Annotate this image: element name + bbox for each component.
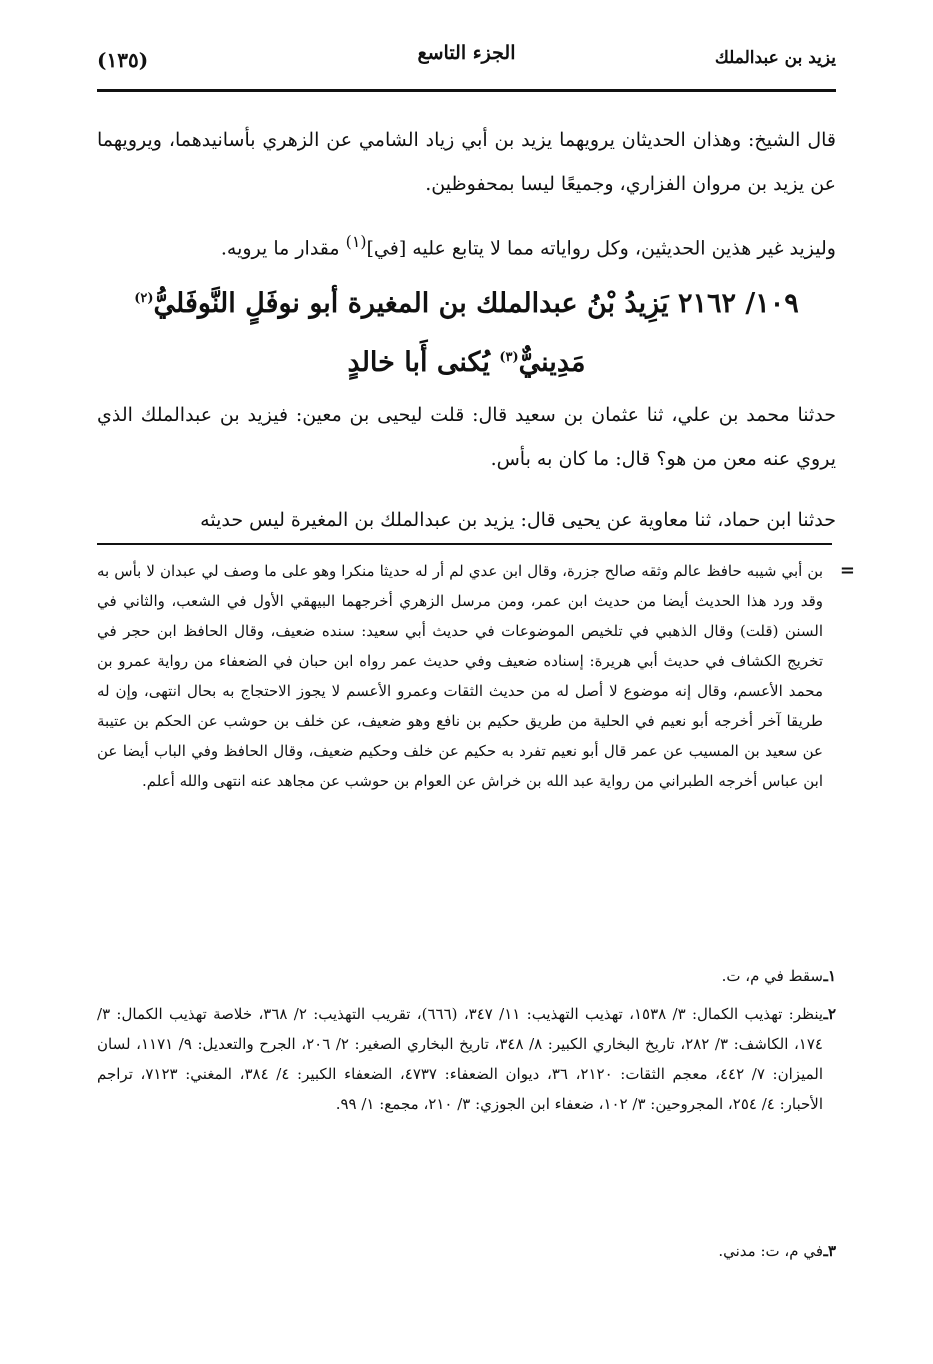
running-title: يزيد بن عبدالملك [714,48,836,68]
paragraph-sheikh-comment: قال الشيخ: وهذان الحديثان يرويهما يزيد بن أبي زياد الشامي عن الزهري بأسانيدهما، ويرويهما عن يزيد بن مروان الفزاري، وجميعًا ليسا بمحفوظين. [97,129,836,195]
footnote-1-text: سقط في م، ت. [721,967,823,985]
entry-title-text-2a: مَدِينيٌّ [518,347,586,378]
continuation-mark: = [839,560,855,581]
entry-title-line-1 [97,272,836,331]
entry-title-text-2b: يُكنى أَبا خالدٍ [347,347,500,378]
entry-title-text-1: ١٠٩/ ٢١٦٢ يَزِيدُ بْنُ عبدالملك بن المغيرة أبو نوفَلٍ النَّوفَليُّ [153,288,799,319]
footnote-continuation: بن أبي شيبه حافظ عالم وثقه صالح جزرة، وقال ابن عدي لم أر له حديثا منكرا وهو على ما وصف لي عبدان لا بأس به وقد ورد هذا الحديث أيضا من حديث ابن عمر، ومن مرسل الزهري أخرجهما البيهقي الأول في الشعب، والثاني في السنن (قلت) وقال الذهبي في تلخيص الموضوعات في حديث أبي سعيد: سنده ضعيف، وقال الحافظ ابن حجر في تخريج الكشاف في حديث أبي هريرة: إسناده ضعيف وفي حديث عمر رواه ابن حبان في الضعفاء من رواية عمرو بن محمد الأعسم، وقال إنه موضوع لا أصل له من حديث الثقات وعمرو الأعسم لا يجوز الاحتجاج به بحال انتهى، وإن له طريقا آخر أخرجه أبو نعيم في الحلية من طريق حكيم بن نافع وهو ضعيف، عن خلف بن حوشب عن الحكم بن عتيبة عن سعيد بن المسيب عن عمر قال أبو نعيم تفرد به حكيم عن خلف وحكيم ضعيف، وقال الحافظ وفي الباب أيضا عن ابن عباس أخرجه الطبراني من رواية عبد الله بن خراش عن العوام بن حوشب عن مجاهد عنه انتهى والله أعلم. [97,562,823,790]
footnote-ref-1: (١) [345,232,367,251]
paragraph-ibn-hammad: حدثنا ابن حماد، ثنا معاوية عن يحيى قال: يزيد بن عبدالملك بن المغيرة ليس حديثه [200,509,836,531]
entry-title-line-2 [97,331,836,390]
footnote-3-number: ٣ـ [823,1242,836,1260]
part-title: الجزء التاسع [417,42,516,64]
page-number: (١٣٥) [97,48,149,72]
footnote-3-text: في م، ت: مدني. [718,1242,823,1260]
entry-title [97,272,836,390]
paragraph-ibn-maeen: حدثنا محمد بن علي، ثنا عثمان بن سعيد قال: قلت ليحيى بن معين: فيزيد بن عبدالملك الذي يروي عنه معن من هو؟ قال: ما كان به بأس. [97,404,836,470]
p2-text-start: وليزيد غير هذين الحديثين، وكل رواياته مما لا يتابع عليه [في] [366,237,836,260]
footnote-2-text: ينظر: تهذيب الكمال: ٣/ ١٥٣٨، تهذيب التهذيب: ١١/ ٣٤٧، (٦٦٦)، تقريب التهذيب: ٢/ ٣٦٨، خلاصة تهذيب الكمال: ٣/ ١٧٤، الكاشف: ٣/ ٢٨٢، تاريخ البخاري الكبير: ٨/ ٣٤٨، تاريخ البخاري الصغير: ٢/ ٢٠٦، الجرح والتعديل: ٩/ ١١٧١، لسان الميزان: ٧/ ٤٤٢، معجم الثقات: ٢١٢٠، ٣٦، ديوان الضعفاء: ٤٧٣٧، الضعفاء الكبير: ٤/ ٣٨٤، المغني: ٧١٢٣، تراجم الأحبار: ٤/ ٢٥٤، المجروحين: ٣/ ١٠٢، ضعفاء ابن الجوزي: ٣/ ٢١٠، مجمع: ١/ ٩٩. [97,1005,824,1113]
running-header [97,40,836,92]
p2-text-end: مقدار ما يرويه. [220,237,346,260]
header-rule [97,89,836,92]
footnote-separator [97,543,832,545]
footnote-2-number: ٢ـ [823,1005,836,1023]
footnote-ref-2: (٢) [134,291,154,306]
footnote-ref-3: (٣) [499,350,519,365]
footnote-1-number: ١ـ [823,967,836,985]
paragraph-yazid-narrations [97,220,836,270]
